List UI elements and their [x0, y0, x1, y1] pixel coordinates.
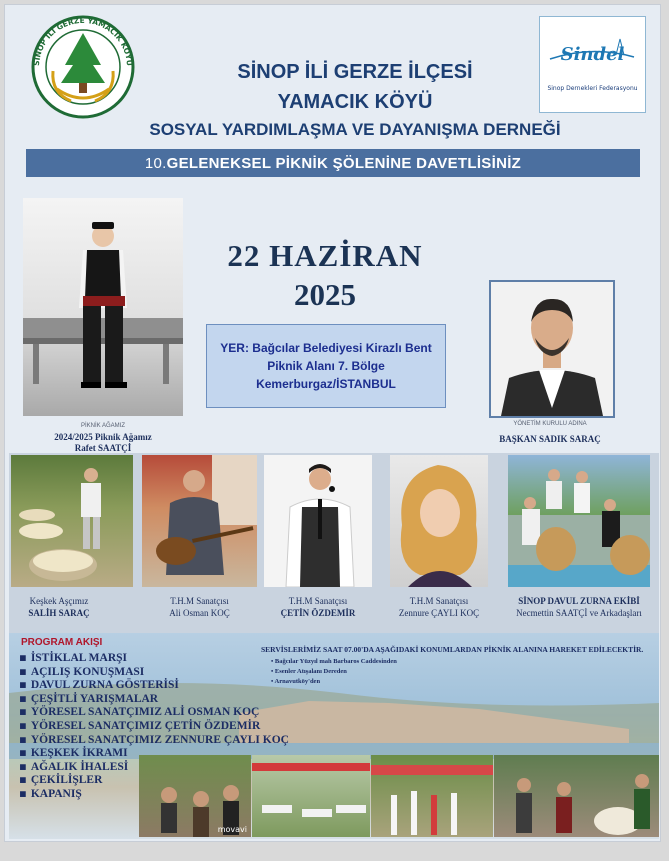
photo-cetin-ozdemir — [264, 455, 372, 587]
program-item: ▪ YÖRESEL SANATÇIMIZ ALİ OSMAN KOÇ — [19, 704, 260, 719]
program-item: ▪ YÖRESEL SANATÇIMIZ ÇETİN ÖZDEMİR — [19, 717, 261, 732]
service-stop: • Esenler Atışalanı Dereden — [271, 667, 397, 677]
president-name: BAŞKAN SADIK SARAÇ — [499, 434, 601, 444]
performer-5-name: Necmettin SAATÇİ ve Arkadaşları — [516, 608, 642, 618]
photo-president — [489, 280, 615, 418]
title-association: SOSYAL YARDIMLAŞMA VE DAYANIŞMA DERNEĞİ — [149, 120, 561, 139]
photo-zennure-cayli-koc — [390, 455, 488, 587]
program-item: ▪ DAVUL ZURNA GÖSTERİSİ — [19, 677, 179, 692]
banner-text: GELENEKSEL PİKNİK ŞÖLENİNE DAVETLİSİNİZ — [166, 154, 522, 172]
services-title: SERVİSLERİMİZ SAAT 07.00'DA AŞAĞIDAKİ KONUMLARDAN PİKNİK ALANINA HAREKET EDİLECEKTİR. — [261, 645, 644, 654]
logo-ring-text: SİNOP İLİ GERZE YAMACIK KÖYÜ — [31, 15, 135, 67]
collage-photo-2 — [252, 755, 370, 837]
photo-davul-zurna-team — [508, 455, 650, 587]
collage-photo-4 — [494, 755, 659, 837]
title-province: SİNOP İLİ GERZE İLÇESİ — [237, 61, 473, 83]
performer-3-role: T.H.M Sanatçısı — [288, 596, 348, 606]
performer-2-name: Ali Osman KOÇ — [169, 608, 230, 618]
location-line-3: Kemerburgaz/İSTANBUL — [256, 377, 396, 391]
performer-3-name: ÇETİN ÖZDEMİR — [280, 608, 356, 618]
services-list — [271, 657, 397, 687]
program-item: ▪ YÖRESEL SANATÇIMIZ ZENNURE ÇAYLI KOÇ — [19, 731, 289, 746]
photo-ali-osman-koc — [142, 455, 257, 587]
service-stop: • Bağcılar Yüzyıl mah Barbaros Caddesinden — [271, 657, 397, 667]
svg-text:SİNOP İLİ GERZE YAMACIK KÖYÜ — [32, 16, 134, 66]
location-line-2: Piknik Alanı 7. Bölge — [267, 359, 385, 373]
event-date-day: 22 HAZİRAN — [227, 238, 423, 273]
program-item: ▪ KAPANIŞ — [19, 785, 82, 800]
performer-5-role: SİNOP DAVUL ZURNA EKİBİ — [518, 596, 640, 606]
program-item: ▪ ÇEŞİTLİ YARIŞMALAR — [19, 690, 159, 705]
program-item: ▪ KEŞKEK İKRAMI — [19, 745, 128, 760]
federation-brand: Sindel — [560, 43, 625, 65]
program-title: PROGRAM AKIŞI — [21, 637, 103, 648]
photo-keskek-cook — [11, 455, 133, 587]
agha-title: 2024/2025 Piknik Ağamız — [54, 432, 152, 442]
president-role: YÖNETİM KURULU ADINA — [513, 421, 587, 427]
performer-1-role: Keşkek Aşçımız — [29, 596, 89, 606]
collage-photo-1 — [139, 755, 251, 837]
program-item: ▪ İSTİKLAL MARŞI — [19, 650, 127, 664]
service-stop: • Arnavutköy'den — [271, 677, 397, 687]
performer-2-role: T.H.M Sanatçısı — [170, 596, 229, 606]
invitation-poster — [4, 4, 661, 842]
performer-4-role: T.H.M Sanatçısı — [409, 596, 469, 606]
program-item: ▪ AĞALIK İHALESİ — [19, 758, 129, 773]
banner-number: 10. — [144, 154, 167, 172]
photo-picnic-agha — [23, 198, 183, 416]
title-village: YAMACIK KÖYÜ — [277, 91, 433, 113]
performer-4-name: Zennure ÇAYLI KOÇ — [398, 608, 480, 618]
performer-1-name: SALİH SARAÇ — [28, 608, 90, 618]
event-date-year: 2025 — [294, 277, 356, 312]
agha-role: PİKNİK AĞAMIZ — [80, 423, 125, 429]
program-section — [9, 633, 659, 839]
collage-photo-3 — [371, 755, 493, 837]
location-line-1: YER: Bağcılar Belediyesi Kirazlı Bent — [220, 341, 432, 355]
program-item: ▪ ÇEKİLİŞLER — [19, 772, 103, 787]
agha-name: Rafet SAATÇİ — [74, 443, 132, 453]
invitation-banner — [26, 149, 640, 177]
watermark-movavi: movavi — [217, 825, 247, 834]
federation-subtitle: Sinop Dernekleri Federasyonu — [547, 84, 638, 92]
event-location — [206, 324, 446, 408]
program-item: ▪ AÇILIŞ KONUŞMASI — [19, 663, 145, 678]
